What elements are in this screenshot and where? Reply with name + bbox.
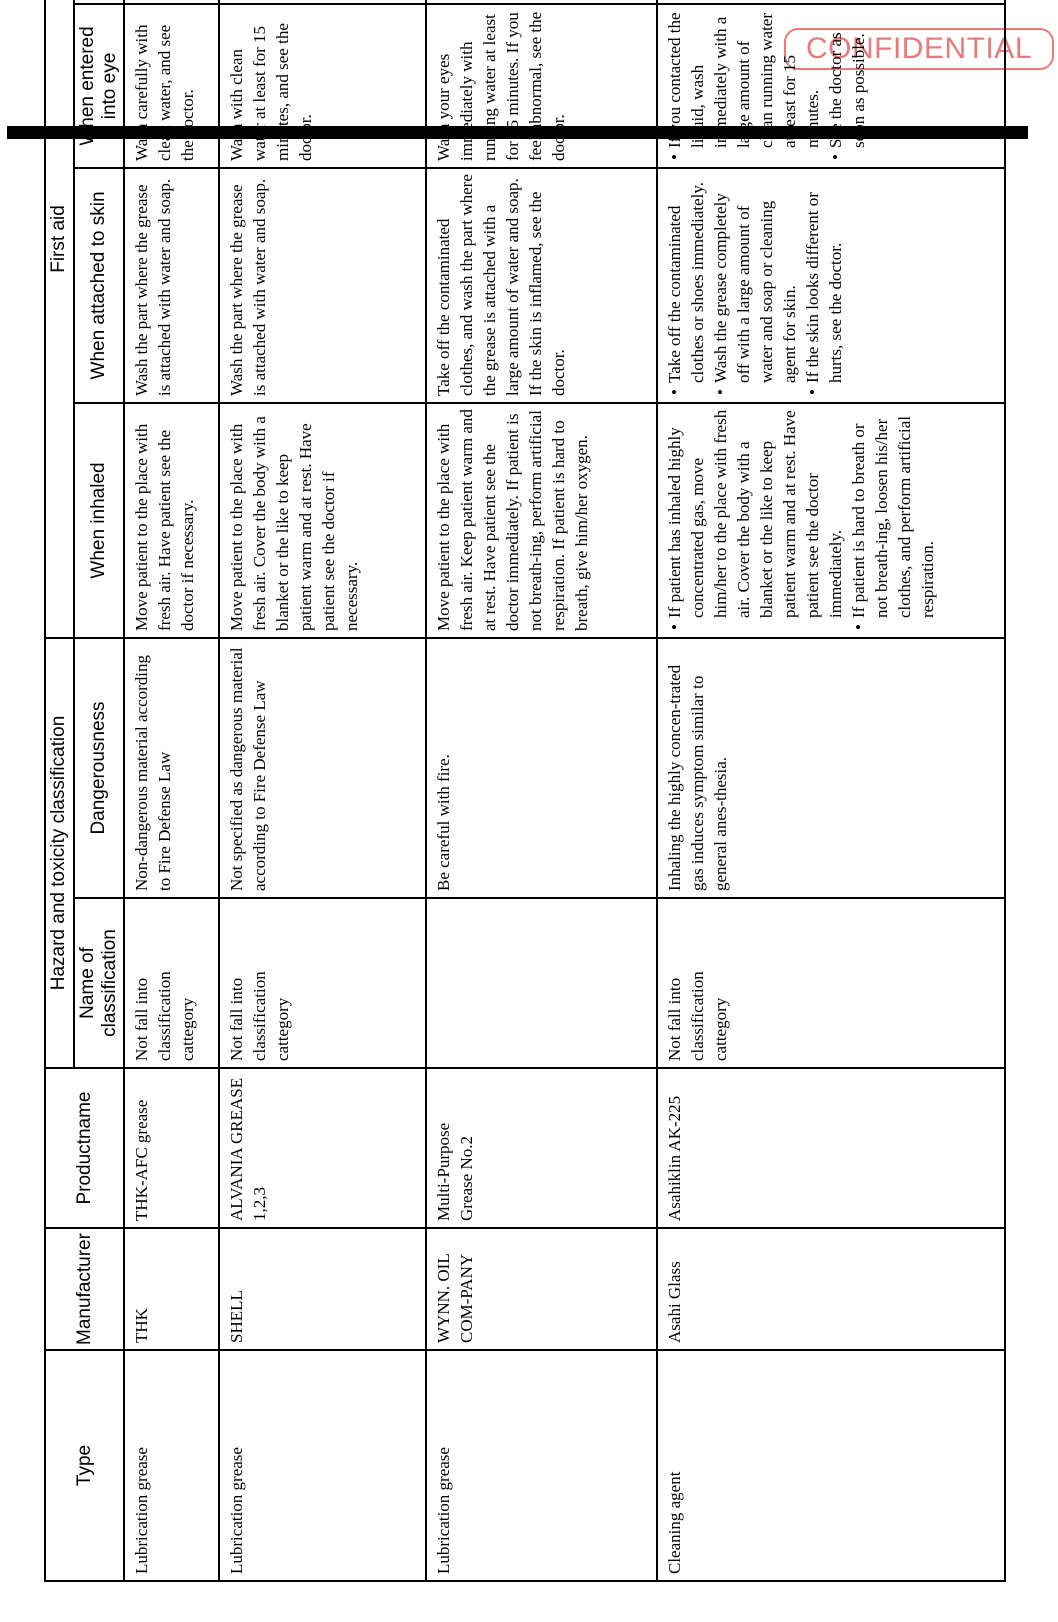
swallowed-header — [74, 0, 125, 4]
table-row — [124, 0, 219, 1581]
inhaled-cell: Move patient to the place with fresh air. Keep patient warm and at rest. Have patient see the doctor immediately. If patient is not breath-ing, perform artificial respiration. If patient is hard to breath, give him/her oxygen. — [426, 403, 657, 638]
bullet-item: • Take off the contaminated clothes or shoes immediately. — [663, 174, 709, 396]
bullet-list — [663, 174, 847, 396]
product-cell: THK-AFC grease — [124, 1068, 219, 1228]
hazard-group-header: Hazard and toxicity classification — [45, 638, 74, 1068]
eye-cell: Wash with clean water at least for 15 minutes, and see the doctor. — [219, 4, 426, 168]
skin-cell: Wash the part where the grease is attached with water and soap. — [219, 168, 426, 403]
skin-cell — [657, 168, 1005, 403]
product-cell: Multi-Purpose Grease No.2 — [426, 1068, 657, 1228]
classification-cell: Not fall into classification cattegory — [219, 898, 426, 1068]
product-cell: ALVANIA GREASE 1,2,3 — [219, 1068, 426, 1228]
eye-header: When entered into eye — [74, 4, 125, 168]
inhaled-cell — [657, 403, 1005, 638]
manufacturer-cell: WYNN. OIL COM-PANY — [426, 1228, 657, 1350]
table-row — [426, 0, 657, 1581]
inhaled-cell: Move patient to the place with fresh air. Have patient see the doctor if necessary. — [124, 403, 219, 638]
danger-cell: Be careful with fire. — [426, 638, 657, 898]
bullet-item: • If patient is hard to breath or not breath-ing, loosen his/her clothes, and perform artificial respiration. — [847, 409, 939, 631]
manufacturer-cell: Asahi Glass — [657, 1228, 1005, 1350]
inhaled-cell: Move patient to the place with fresh air. Cover the body with a blanket or the like to keep patient warm and at rest. Have patient see the doctor if necessary. — [219, 403, 426, 638]
eye-cell: Wash carefully with clean water, and see the doctor. — [124, 4, 219, 168]
bullet-item: • If the skin looks different or hurts, see the doctor. — [801, 174, 847, 396]
bullet-item: • See the doctor as soon as possible. — [824, 10, 870, 161]
swallowed-cell — [426, 0, 657, 4]
danger-cell: Inhaling the highly concen-trated gas induces symptom similar to general anes-thesia. — [657, 638, 1005, 898]
classification-cell: Not fall into classification cattegory — [124, 898, 219, 1068]
swallowed-cell — [124, 0, 219, 4]
danger-header: Dangerousness — [74, 638, 125, 898]
swallowed-cell — [219, 0, 426, 4]
safety-table — [44, 0, 1006, 1582]
confidential-stamp: CONFIDENTIAL — [784, 28, 1054, 70]
swallowed-cell — [657, 0, 1005, 4]
skin-cell: Wash the part where the grease is attached with water and soap. — [124, 168, 219, 403]
manufacturer-cell: SHELL — [219, 1228, 426, 1350]
danger-cell: Non-dangerous material according to Fire Defense Law — [124, 638, 219, 898]
eye-cell: Wash your eyes immediately with running water at least for 15 minutes. If you feel abnormal, see the doctor. — [426, 4, 657, 168]
first-aid-group-header: First aid — [45, 0, 74, 638]
inhaled-header: When inhaled — [74, 403, 125, 638]
table-row — [219, 0, 426, 1581]
manufacturer-cell: THK — [124, 1228, 219, 1350]
bullet-item: • If you contacted the liquid, wash immediately with a large amount of clean running water at least for 15 minutes. — [663, 10, 824, 161]
type-cell: Lubrication grease — [426, 1350, 657, 1581]
classification-cell: Not fall into classification cattegory — [657, 898, 1005, 1068]
table-row — [657, 0, 1005, 1581]
skin-header: When attached to skin — [74, 168, 125, 403]
type-cell: Lubrication grease — [124, 1350, 219, 1581]
type-cell: Lubrication grease — [219, 1350, 426, 1581]
classification-cell — [426, 898, 657, 1068]
product-header: Productname — [45, 1068, 124, 1228]
type-cell: Cleaning agent — [657, 1350, 1005, 1581]
eye-cell — [657, 4, 1005, 168]
product-cell: Asahiklin AK-225 — [657, 1068, 1005, 1228]
classification-header: Name of classification — [74, 898, 125, 1068]
type-header: Type — [45, 1350, 124, 1581]
danger-cell: Not specified as dangerous material according to Fire Defense Law — [219, 638, 426, 898]
bullet-list — [663, 409, 939, 631]
skin-cell: Take off the contaminated clothes, and wash the part where the grease is attached with a large amount of water and soap. If the skin is inflamed, see the doctor. — [426, 168, 657, 403]
manufacturer-header: Manufacturer — [45, 1228, 124, 1350]
bullet-list — [663, 10, 870, 161]
bullet-item: • If patient has inhaled highly concentrated gas, move him/her to the place with fresh air. Cover the body with a blanket or the like to keep patient warm and at rest. Have patient see the doctor immediately. — [663, 409, 847, 631]
bullet-item: • Wash the grease completely off with a large amount of water and soap or cleaning agent for skin. — [709, 174, 801, 396]
